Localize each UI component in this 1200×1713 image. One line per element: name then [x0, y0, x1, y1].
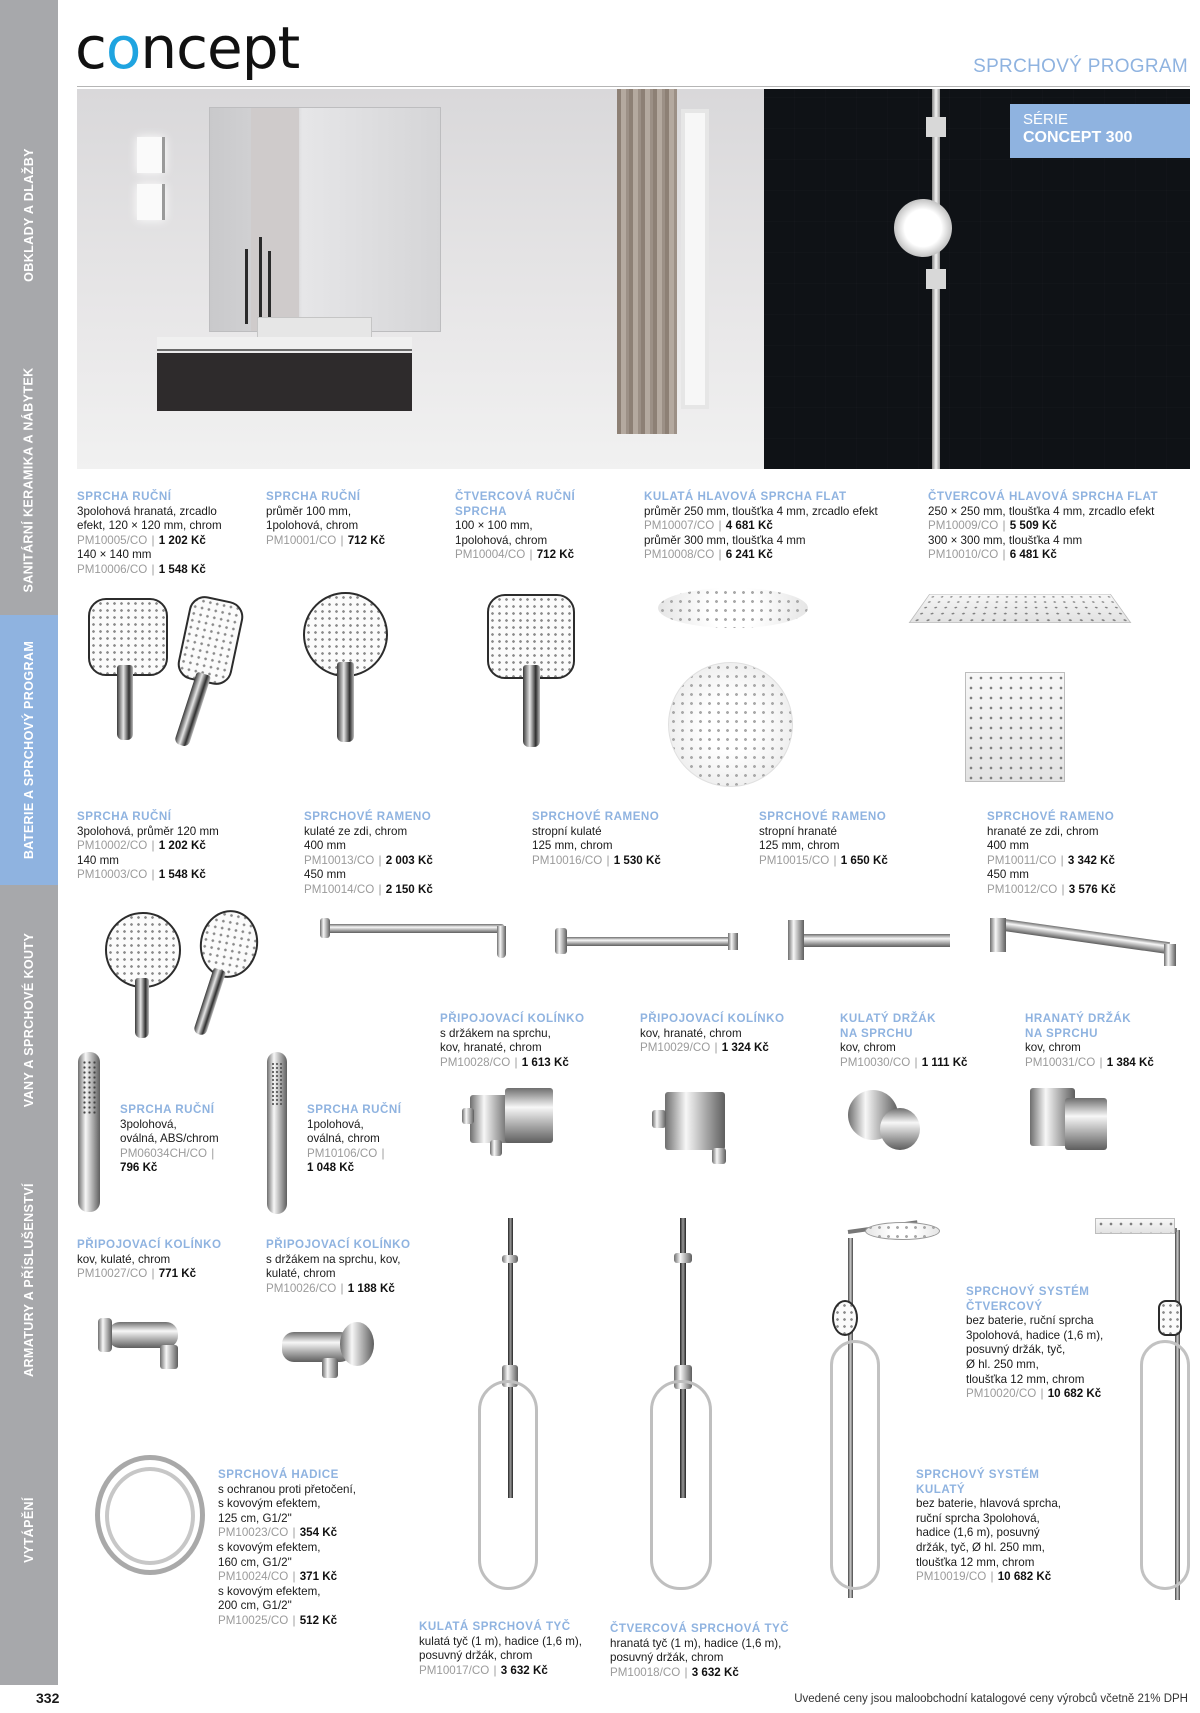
product-kulata-sprchova-tyc: KULATÁ SPRCHOVÁ TYČ kulatá tyč (1 m), hadice (1,6 m), posuvný držák, chrom PM10017/CO | 3 632 Kč — [419, 1620, 583, 1677]
bathroom-photo — [77, 89, 764, 469]
sidebar-tab-vytapeni[interactable] — [0, 1460, 58, 1600]
section-sidebar — [0, 0, 58, 1685]
product-sprcha-rucni-120: SPRCHA RUČNÍ 3polohová, průměr 120 mm PM10002/CO | 1 202 Kč 140 mm PM10003/CO | 1 548 Kč — [77, 810, 219, 882]
product-kolinko-hranate-drzak: PŘIPOJOVACÍ KOLÍNKO s držákem na sprchu, kov, hranaté, chrom PM10028/CO | 1 613 Kč — [440, 1012, 585, 1069]
product-ctvercova-rucni-sprcha: ČTVERCOVÁ RUČNÍ SPRCHA 100 × 100 mm, 1polohová, chrom PM10004/CO | 712 Kč — [455, 490, 576, 562]
hand-shower — [886, 191, 960, 265]
product-rameno-stropni-hranate: SPRCHOVÉ RAMENO stropní hranaté 125 mm, chrom PM10015/CO | 1 650 Kč — [759, 810, 888, 867]
washbasin — [257, 317, 372, 339]
sidebar-tab-vany[interactable] — [0, 900, 58, 1140]
sidebar-tab-label: OBKLADY A DLAŽBY — [22, 148, 36, 282]
product-ctvercova-sprchova-tyc: ČTVERCOVÁ SPRCHOVÁ TYČ hranatá tyč (1 m), hadice (1,6 m), posuvný držák, chrom PM10018/CO | 3 632 Kč — [610, 1622, 790, 1679]
water-drop-icon: o — [105, 14, 141, 82]
product-rameno-hranate-zdi: SPRCHOVÉ RAMENO hranaté ze zdi, chrom 400 mm PM10011/CO | 3 342 Kč 450 mm PM10012/CO | 3 576 Kč — [987, 810, 1116, 896]
product-kulata-hlavova-sprcha: KULATÁ HLAVOVÁ SPRCHA FLAT průměr 250 mm, tloušťka 4 mm, zrcadlo efekt PM10007/CO | 4 681 Kč průměr 300 mm, tloušťka 4 mm PM10008/CO | 6 241 Kč — [644, 490, 878, 562]
sidebar-tab-label: ARMATURY A PŘÍSLUŠENSTVÍ — [22, 1183, 36, 1377]
product-kolinko-hranate: PŘIPOJOVACÍ KOLÍNKO kov, hranaté, chrom PM10029/CO | 1 324 Kč — [640, 1012, 785, 1055]
header-divider — [77, 86, 1190, 87]
product-rameno-stropni-kulate: SPRCHOVÉ RAMENO stropní kulaté 125 mm, chrom PM10016/CO | 1 530 Kč — [532, 810, 661, 867]
page-number: 332 — [36, 1690, 60, 1706]
wall-lamp — [137, 137, 165, 173]
section-title: SPRCHOVÝ PROGRAM — [973, 56, 1188, 77]
price-note: Uvedené ceny jsou maloobchodní katalogové ceny výrobců včetně 21% DPH — [794, 1693, 1188, 1705]
product-ctvercova-hlavova-sprcha: ČTVERCOVÁ HLAVOVÁ SPRCHA FLAT 250 × 250 mm, tloušťka 4 mm, zrcadlo efekt PM10009/CO | 5 509 Kč 300 × 300 mm, tloušťka 4 mm PM10010/CO | 6 481 Kč — [928, 490, 1159, 562]
series-badge: SÉRIE CONCEPT 300 — [1010, 104, 1190, 158]
product-hranaty-drzak: HRANATÝ DRŽÁK NA SPRCHU kov, chrom PM10031/CO | 1 384 Kč — [1025, 1012, 1154, 1069]
sidebar-tab-label: SANITÁRNÍ KERAMIKA A NÁBYTEK — [22, 367, 36, 593]
product-kolinko-kulate-drzak: PŘIPOJOVACÍ KOLÍNKO s držákem na sprchu, kov, kulaté, chrom PM10026/CO | 1 188 Kč — [266, 1238, 411, 1295]
sidebar-tab-sanitarni[interactable] — [0, 330, 58, 630]
sidebar-tab-label: VYTÁPĚNÍ — [22, 1497, 36, 1563]
sidebar-tab-obklady[interactable] — [0, 120, 58, 310]
sidebar-tab-label: VANY A SPRCHOVÉ KOUTY — [22, 932, 36, 1108]
vanity-cabinet — [157, 353, 412, 411]
wall-lamp — [137, 184, 165, 220]
product-kulaty-drzak: KULATÝ DRŽÁK NA SPRCHU kov, chrom PM10030/CO | 1 111 Kč — [840, 1012, 968, 1069]
product-sprcha-rucni-100: SPRCHA RUČNÍ průměr 100 mm, 1polohová, chrom PM10001/CO | 712 Kč — [266, 490, 386, 547]
product-sprchovy-system-kulaty: SPRCHOVÝ SYSTÉM KULATÝ bez baterie, hlavová sprcha, ruční sprcha 3polohová, hadice (1,6 m), posuvný držák, tyč, Ø hl. 250 mm, tloušťka 12 mm, chrom PM10019/CO | 10 682 Kč — [916, 1468, 1062, 1584]
window — [681, 109, 709, 409]
product-sprcha-rucni-hranata: SPRCHA RUČNÍ 3polohová hranatá, zrcadlo efekt, 120 × 120 mm, chrom PM10005/CO | 1 202 Kč 140 × 140 mm PM10006/CO | 1 548 Kč — [77, 490, 222, 576]
sidebar-tab-armatury[interactable] — [0, 1150, 58, 1410]
product-sprcha-rucni-ovalna-3pol: SPRCHA RUČNÍ 3polohová, oválná, ABS/chrom PM06034CH/CO | 796 Kč — [120, 1103, 219, 1175]
product-sprchova-hadice: SPRCHOVÁ HADICE s ochranou proti přetočení, s kovovým efektem, 125 cm, G1/2" PM10023/CO | 354 Kč s kovovým efektem, 160 cm, G1/2" PM10024/CO | 371 Kč s kovovým efektem, 200 cm, G1/2" PM10025/CO | 512 Kč — [218, 1468, 356, 1627]
product-sprcha-rucni-ovalna-1pol: SPRCHA RUČNÍ 1polohová, oválná, chrom PM10106/CO | 1 048 Kč — [307, 1103, 402, 1175]
product-kolinko-kulate: PŘIPOJOVACÍ KOLÍNKO kov, kulaté, chrom PM10027/CO | 771 Kč — [77, 1238, 222, 1281]
curtain — [617, 89, 677, 434]
mirror — [209, 107, 441, 332]
sidebar-tab-baterie[interactable] — [0, 615, 58, 885]
concept-logo: concept — [75, 14, 300, 82]
product-rameno-kulate-zdi: SPRCHOVÉ RAMENO kulaté ze zdi, chrom 400 mm PM10013/CO | 2 003 Kč 450 mm PM10014/CO | 2 150 Kč — [304, 810, 433, 896]
sidebar-tab-label: BATERIE A SPRCHOVÝ PROGRAM — [22, 640, 37, 860]
product-sprchovy-system-ctvercovy: SPRCHOVÝ SYSTÉM ČTVERCOVÝ bez baterie, ruční sprcha 3polohová, hadice (1,6 m), posuvný držák, tyč, Ø hl. 250 mm, tloušťka 12 mm, chrom PM10020/CO | 10 682 Kč — [966, 1285, 1104, 1401]
